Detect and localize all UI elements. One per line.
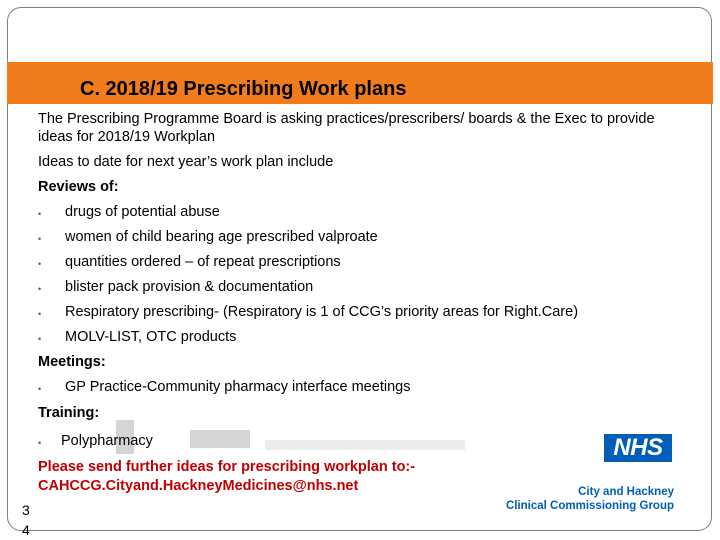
bullet-icon: • (38, 209, 42, 219)
bullet-icon: • (38, 334, 42, 344)
list-item-label: Polypharmacy (61, 433, 153, 449)
bullet-icon: • (38, 284, 42, 294)
faded-graphic (265, 440, 465, 450)
org-name-line2: Clinical Commissioning Group (505, 500, 674, 512)
training-heading: Training: (38, 405, 100, 421)
nhs-logo: NHS (604, 434, 672, 462)
bullet-icon: • (38, 234, 42, 244)
list-item-label: drugs of potential abuse (65, 204, 220, 220)
ideas-line: Ideas to date for next year’s work plan include (38, 154, 334, 170)
list-item-label: MOLV-LIST, OTC products (65, 329, 237, 345)
request-line: Please send further ideas for prescribing workplan to:- (38, 459, 416, 475)
list-item-label: quantities ordered – of repeat prescriptions (65, 254, 341, 270)
page-number: 34 (22, 502, 30, 538)
contact-email: CAHCCG.Cityand.HackneyMedicines@nhs.net (38, 478, 359, 494)
list-item-label: women of child bearing age prescribed valproate (65, 229, 378, 245)
bullet-icon: • (38, 259, 42, 269)
bullet-icon: • (38, 438, 42, 448)
faded-graphic (190, 430, 250, 448)
reviews-heading: Reviews of: (38, 179, 119, 195)
list-item-label: Respiratory prescribing- (Respiratory is 1 of CCG’s priority areas for Right.Care) (65, 304, 579, 320)
slide-title: C. 2018/19 Prescribing Work plans (80, 78, 407, 100)
bullet-icon: • (38, 309, 42, 319)
list-item-label: GP Practice-Community pharmacy interface meetings (65, 379, 411, 395)
meetings-heading: Meetings: (38, 354, 106, 370)
intro-paragraph: The Prescribing Programme Board is asking practices/prescribers/ boards & the Exec to provide ideas for 2018/19 Workplan (38, 111, 655, 145)
org-name-line1: City and Hackney (578, 486, 674, 498)
bullet-icon: • (38, 384, 42, 394)
list-item-label: blister pack provision & documentation (65, 279, 314, 295)
